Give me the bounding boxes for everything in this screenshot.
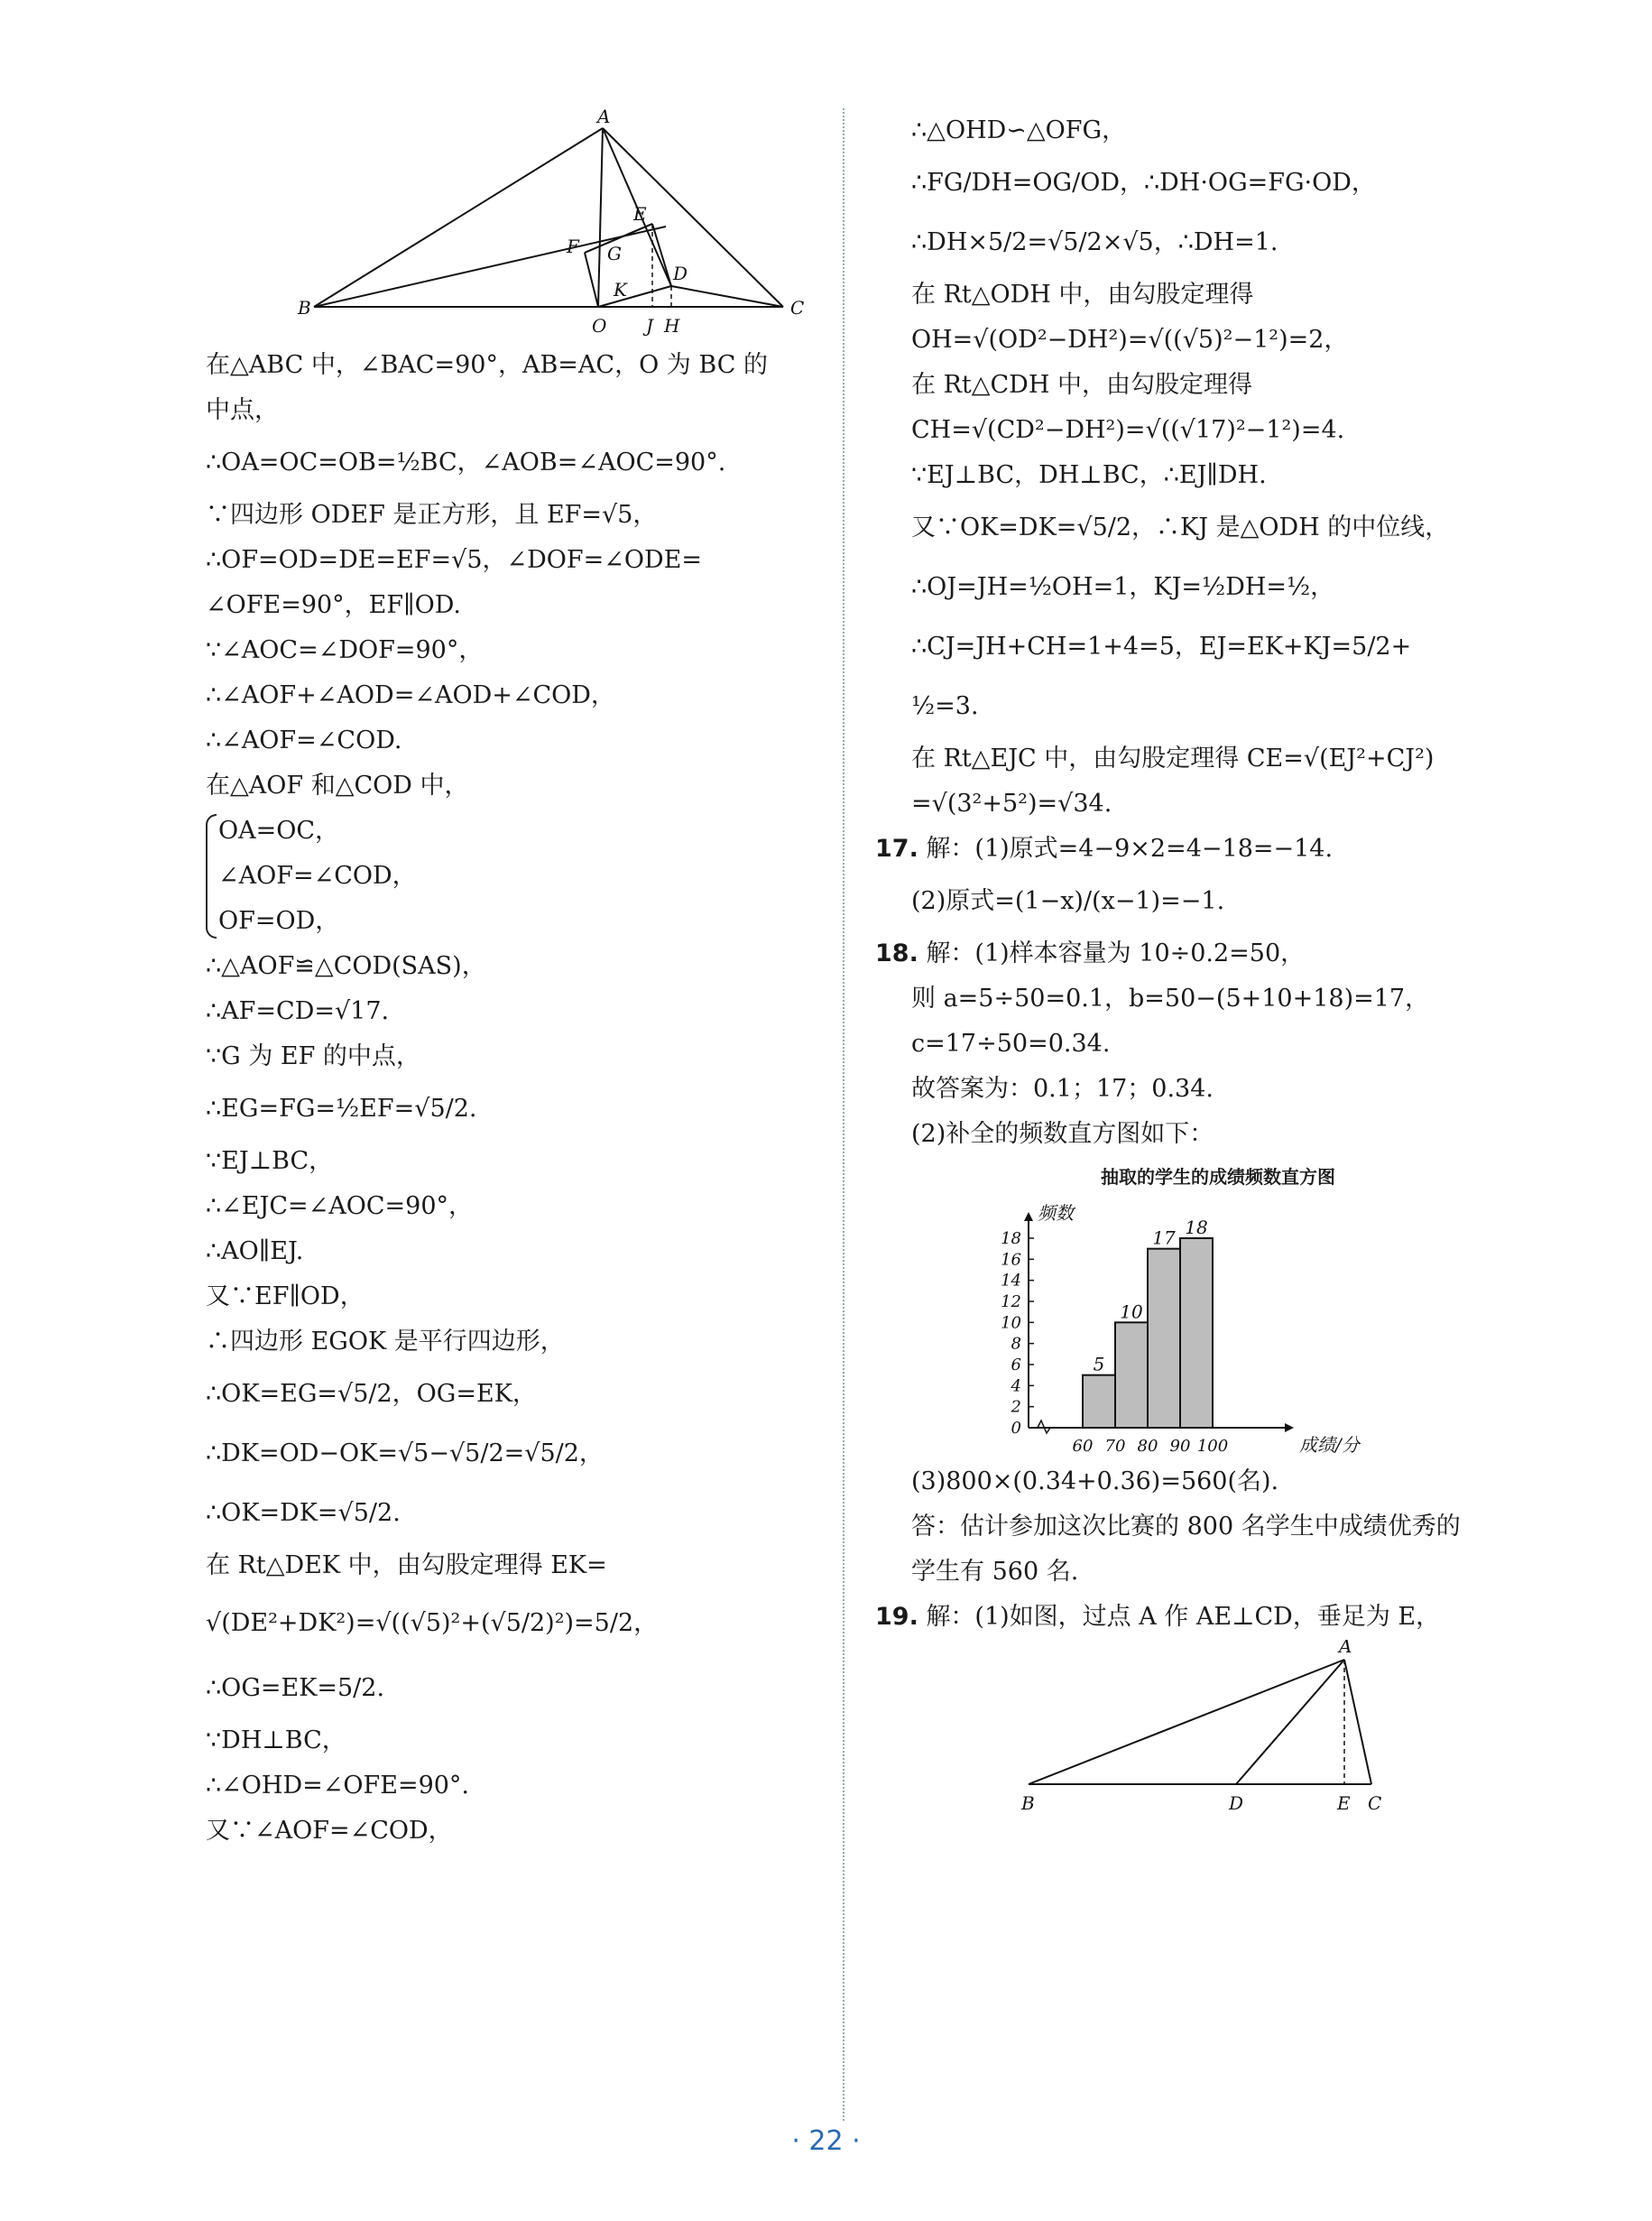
y-tick-label: 16 [1001, 1250, 1021, 1270]
text-line: ∴OG=EK=5/2. [206, 1674, 385, 1702]
histogram-bar [1115, 1322, 1148, 1428]
text-line: 又∵EF∥OD， [206, 1282, 365, 1310]
y-tick-label: 12 [1001, 1292, 1021, 1311]
text-line [875, 827, 1543, 872]
text-line: 学生有 560 名. [911, 1558, 1079, 1586]
y-tick-label: 10 [1001, 1313, 1021, 1333]
label-c: C [790, 297, 805, 319]
text-line: ∴OJ=JH=½OH=1，KJ=½DH=½， [911, 573, 1335, 601]
text-line: ∵∠AOC=∠DOF=90°， [206, 636, 484, 664]
text-line: OH=√(OD²−DH²)=√((√5)²−1²)=2， [911, 326, 1349, 354]
text-line: ∴∠EJC=∠AOC=90°， [206, 1192, 474, 1220]
solution-16-left-part2 [206, 944, 819, 1854]
y-tick-label: 8 [1011, 1334, 1021, 1354]
y-tick-label: 18 [1001, 1229, 1021, 1248]
text-line: ∠OFE=90°，EF∥OD. [206, 591, 461, 619]
solution-16-left-part1 [206, 343, 819, 809]
label-c: C [1368, 1792, 1382, 1814]
bar-value-label: 5 [1093, 1353, 1105, 1375]
text-line: OA=OC， [218, 817, 340, 845]
text-line: ∵G 为 EF 的中点， [206, 1042, 420, 1070]
text-line [875, 931, 1543, 976]
text-line: ∴AO∥EJ. [206, 1237, 304, 1265]
text-line: ∴OA=OC=OB=½BC，∠AOB=∠AOC=90°. [206, 449, 726, 477]
text-line: =√(3²+5²)=√34. [911, 790, 1112, 818]
text-line: ∴∠AOF=∠COD. [206, 726, 402, 754]
text-line: 在△AOF 和△COD 中， [206, 772, 469, 800]
triangle-ade-figure [911, 1640, 1489, 1820]
x-tick-label: 60 [1072, 1437, 1094, 1456]
label-f: F [567, 236, 579, 257]
text-line: (3)800×(0.34+0.36)=560(名). [911, 1467, 1279, 1495]
text-line: ∴△OHD∽△OFG， [911, 116, 1127, 144]
text-line: 又∵∠AOF=∠COD， [206, 1817, 453, 1845]
text-line: ∴CJ=JH+CH=1+4=5，EJ=EK+KJ=5/2+ [911, 633, 1412, 661]
text-line: ∴OK=DK=√5/2. [206, 1499, 401, 1527]
text-line: 在△ABC 中，∠BAC=90°，AB=AC，O 为 BC 的 [206, 351, 768, 379]
y-tick-label: 6 [1011, 1356, 1021, 1374]
page-number: · 22 · [791, 2125, 861, 2157]
label-d: D [673, 263, 688, 284]
column-divider [843, 108, 844, 2121]
right-column [875, 108, 1543, 1820]
bar-value-label: 18 [1185, 1217, 1208, 1238]
label-k: K [614, 279, 627, 301]
label-e: E [1337, 1792, 1351, 1814]
text-line: 故答案为：0.1；17；0.34. [911, 1075, 1214, 1103]
text-line: ∠AOF=∠COD， [218, 862, 417, 890]
x-axis-label: 成绩/分 [1299, 1434, 1360, 1456]
left-column [206, 108, 819, 1854]
text-line: ∵EJ⊥BC， [206, 1147, 334, 1175]
label-o: O [592, 315, 607, 337]
label-j: J [646, 315, 654, 337]
text-line: ∴DK=OD−OK=√5−√5/2=√5/2， [206, 1439, 604, 1467]
y-tick-label: 2 [1011, 1397, 1021, 1417]
triangle-figure [296, 108, 837, 343]
text-line: √(DE²+DK²)=√((√5)²+(√5/2)²)=5/2， [206, 1609, 659, 1637]
solution-19 [875, 1595, 1543, 1820]
text-line: ∴四边形 EGOK 是平行四边形， [206, 1328, 565, 1356]
chart-title: 抽取的学生的成绩频数直方图 [1101, 1166, 1335, 1188]
label-a: A [1339, 1640, 1352, 1657]
question-number: 18. [875, 939, 918, 967]
question-number: 17. [875, 835, 918, 863]
text-line: 则 a=5÷50=0.1，b=50−(5+10+18)=17， [911, 985, 1430, 1013]
histogram-bar [1148, 1249, 1180, 1428]
text-line: 在 Rt△DEK 中，由勾股定理得 EK= [206, 1551, 607, 1579]
text-line: 在 Rt△CDH 中，由勾股定理得 [911, 371, 1252, 399]
y-tick-label: 4 [1011, 1376, 1021, 1396]
x-tick-label: 80 [1137, 1437, 1158, 1456]
solution-18 [875, 931, 1543, 1595]
text-line: ∴AF=CD=√17. [206, 997, 390, 1025]
text-line: c=17÷50=0.34. [911, 1030, 1111, 1058]
x-tick-label: 100 [1196, 1437, 1229, 1456]
text-line: ∵DH⊥BC， [206, 1726, 346, 1754]
label-g: G [607, 243, 622, 264]
text-line: ∴DH×5/2=√5/2×√5，∴DH=1. [911, 228, 1278, 256]
x-axis-arrow [1285, 1423, 1294, 1432]
y-tick-label: 14 [1001, 1271, 1021, 1291]
text-line: ∴OK=EG=√5/2，OG=EK， [206, 1380, 537, 1408]
text-line: 答：估计参加这次比赛的 800 名学生中成绩优秀的 [911, 1513, 1461, 1541]
text-line: 在 Rt△EJC 中，由勾股定理得 CE=√(EJ²+CJ²) [911, 745, 1435, 773]
y-axis-label: 频数 [1038, 1202, 1074, 1224]
bar-value-label: 17 [1152, 1226, 1176, 1249]
text-line: ∴∠OHD=∠OFE=90°. [206, 1772, 470, 1800]
y-tick-label: 0 [1011, 1419, 1021, 1438]
text-line: 中点， [206, 396, 279, 424]
text-line: ∵EJ⊥BC，DH⊥BC，∴EJ∥DH. [911, 461, 1267, 489]
text-span: 解：(1)原式=4−9×2=4−18=−14. [926, 835, 1334, 863]
text-line: ∴△AOF≌△COD(SAS)， [206, 952, 486, 980]
text-line: ∴OF=OD=DE=EF=√5，∠DOF=∠ODE= [206, 546, 703, 574]
x-tick-label: 90 [1169, 1437, 1191, 1456]
text-line [875, 1595, 1543, 1640]
text-span: 解：(1)样本容量为 10÷0.2=50， [926, 939, 1306, 967]
frequency-histogram [911, 1189, 1489, 1459]
text-line: ∵四边形 ODEF 是正方形，且 EF=√5， [206, 501, 658, 529]
text-line: CH=√(CD²−DH²)=√((√17)²−1²)=4. [911, 416, 1345, 444]
solution-16-right [911, 108, 1543, 827]
text-line: ∴EG=FG=½EF=√5/2. [206, 1095, 477, 1123]
label-d: D [1229, 1792, 1244, 1814]
text-line: ∴FG/DH=OG/OD，∴DH·OG=FG·OD， [911, 169, 1376, 197]
congruence-conditions [206, 809, 819, 944]
text-line: ∴∠AOF+∠AOD=∠AOD+∠COD， [206, 681, 615, 709]
histogram-bar [1083, 1375, 1115, 1428]
text-line: 又∵OK=DK=√5/2，∴KJ 是△ODH 的中位线， [911, 514, 1450, 541]
label-h: H [664, 315, 680, 337]
x-tick-label: 70 [1104, 1437, 1126, 1456]
text-line: (2)原式=(1−x)/(x−1)=−1. [911, 887, 1225, 915]
text-line: (2)补全的频数直方图如下： [911, 1120, 1214, 1148]
label-e: E [633, 203, 647, 225]
question-number: 19. [875, 1603, 918, 1631]
label-b: B [1021, 1792, 1035, 1814]
histogram-bar [1180, 1238, 1213, 1428]
y-axis-arrow [1024, 1212, 1033, 1221]
label-a: A [597, 108, 611, 127]
label-b: B [298, 297, 311, 319]
bar-value-label: 10 [1120, 1300, 1143, 1323]
text-span: 解：(1)如图，过点 A 作 AE⊥CD，垂足为 E， [926, 1603, 1441, 1631]
text-line: 在 Rt△ODH 中，由勾股定理得 [911, 281, 1254, 309]
text-line: ½=3. [911, 692, 979, 720]
solution-17 [875, 827, 1543, 931]
text-line: OF=OD， [218, 907, 340, 935]
